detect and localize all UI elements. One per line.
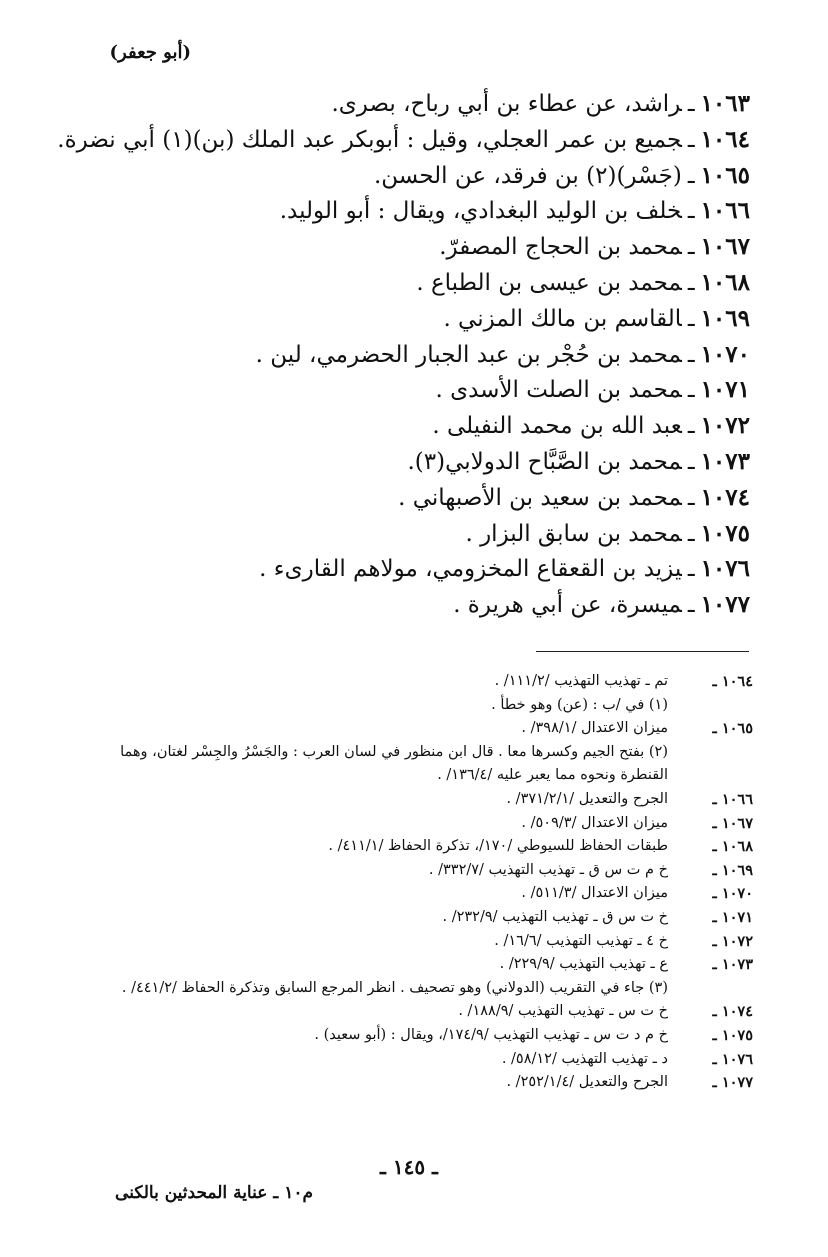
entry-number: ١٠٧٥ bbox=[700, 519, 750, 547]
footnote-text: د ـ تهذيب التهذيب /٥٨/١٢/ . bbox=[501, 1050, 668, 1067]
entry-text: محمد بن الحجاج المصفرّ. bbox=[439, 234, 682, 261]
footnote-text: خ ت س ق ـ تهذيب التهذيب /٢٣٢/٩/ . bbox=[442, 908, 668, 925]
footnote-number: ١٠٧٠ ـ bbox=[712, 885, 753, 903]
entry-number: ١٠٧٢ bbox=[700, 412, 750, 440]
entry-number: ١٠٦٥ bbox=[700, 161, 750, 189]
entry-text: القاسم بن مالك المزني . bbox=[443, 305, 682, 332]
entry-number: ١٠٦٨ bbox=[700, 268, 750, 296]
entry-1071: ١٠٧١ـمحمد بن الصلت الأسدى . bbox=[435, 376, 750, 404]
footnote bbox=[0, 835, 828, 859]
footnote-text: ميزان الاعتدال /٥١١/٣/ . bbox=[521, 885, 668, 902]
footnote-text: خ ت س ـ تهذيب التهذيب /١٨٨/٩/ . bbox=[458, 1003, 668, 1020]
entry-1066: ١٠٦٦ـخلف بن الوليد البغدادي، ويقال : أبو الوليد. bbox=[279, 197, 750, 225]
footnote bbox=[0, 812, 828, 836]
footnote-number: ١٠٦٨ ـ bbox=[712, 838, 753, 856]
footnote-number: ١٠٧٢ ـ bbox=[712, 932, 753, 950]
footnote-text: خ ٤ ـ تهذيب التهذيب /١٦/٦/ . bbox=[494, 932, 668, 949]
entry-1075: ١٠٧٥ـمحمد بن سابق البزار . bbox=[465, 519, 750, 547]
footnote-text: تم ـ تهذيب التهذيب /١١١/٢/ . bbox=[494, 673, 668, 689]
entry-text: محمد بن الصلت الأسدى . bbox=[435, 377, 682, 404]
entry-1065: ١٠٦٥ـ(جَسْر)(٢) بن فرقد، عن الحسن. bbox=[373, 161, 750, 189]
entry-1069: ١٠٦٩ـالقاسم بن مالك المزني . bbox=[443, 304, 750, 332]
entry-text: عبد الله بن محمد النفيلى . bbox=[432, 413, 682, 440]
signature-line: م١٠ ـ عناية المحدثين بالكنى bbox=[115, 1183, 313, 1203]
footnote-number: ١٠٧٦ ـ bbox=[712, 1050, 753, 1068]
footnote-number: ١٠٦٥ ـ bbox=[712, 720, 753, 738]
entry-1077: ١٠٧٧ـميسرة، عن أبي هريرة . bbox=[453, 591, 750, 619]
footnote-number: ١٠٧٧ ـ bbox=[712, 1074, 753, 1092]
footnote-number: ١٠٦٦ ـ bbox=[712, 790, 753, 808]
footnote bbox=[0, 1048, 828, 1072]
footnote-number: ١٠٧٥ ـ bbox=[712, 1026, 753, 1044]
entry-1068: ١٠٦٨ـمحمد بن عيسى بن الطباع . bbox=[416, 268, 750, 296]
entry-1067: ١٠٦٧ـمحمد بن الحجاج المصفرّ. bbox=[439, 233, 750, 261]
entry-number: ١٠٧٤ bbox=[700, 483, 750, 511]
footnote-text: ميزان الاعتدال /٥٠٩/٣/ . bbox=[521, 814, 668, 831]
entry-number: ١٠٧١ bbox=[700, 376, 750, 404]
entry-text: يزيد بن القعقاع المخزومي، مولاهم القارىء . bbox=[259, 556, 682, 583]
footnote-text: خ م ت س ق ـ تهذيب التهذيب /٣٣٢/٧/ . bbox=[428, 861, 668, 878]
entry-1070: ١٠٧٠ـمحمد بن حُجْر بن عبد الجبار الحضرمي، لين . bbox=[255, 340, 750, 368]
footnote bbox=[0, 882, 828, 906]
footnote bbox=[0, 741, 828, 788]
footnote bbox=[0, 694, 828, 718]
entry-1063: ١٠٦٣ـراشد، عن عطاء بن أبي رباح، بصرى. bbox=[331, 90, 750, 117]
entry-text: محمد بن سعيد بن الأصبهاني . bbox=[398, 484, 682, 511]
running-header: (أبو جعفر) bbox=[109, 42, 191, 63]
entry-number: ١٠٦٦ bbox=[700, 197, 750, 225]
footnote bbox=[0, 930, 828, 954]
footnote bbox=[0, 1024, 828, 1048]
footnote-number: ١٠٧٣ ـ bbox=[712, 956, 753, 974]
footnote-number: ١٠٧٤ ـ bbox=[712, 1003, 753, 1021]
entry-number: ١٠٦٧ bbox=[700, 233, 750, 261]
entry-1074: ١٠٧٤ـمحمد بن سعيد بن الأصبهاني . bbox=[398, 483, 750, 511]
footnote bbox=[0, 906, 828, 930]
footnote-text: الجرح والتعديل /٢٥٢/١/٤/ . bbox=[506, 1074, 668, 1091]
entry-number: ١٠٦٩ bbox=[700, 304, 750, 332]
entry-1076: ١٠٧٦ـيزيد بن القعقاع المخزومي، مولاهم القارىء . bbox=[259, 555, 750, 583]
footnote bbox=[0, 788, 828, 812]
page-number: ـ ١٤٥ ـ bbox=[380, 1155, 438, 1179]
footnote bbox=[0, 1071, 828, 1095]
entry-text: محمد بن حُجْر بن عبد الجبار الحضرمي، لين . bbox=[255, 341, 682, 368]
footnote-text: ع ـ تهذيب التهذيب /٢٢٩/٩/ . bbox=[499, 956, 668, 973]
footnote-text: (٢) بفتح الجيم وكسرها معا . قال ابن منظور في لسان العرب : والجَسْرُ والجِسْر لغتان، وهما القنطرة ونحوه مما يعبر عليه /١٣٦/٤/ . bbox=[120, 743, 668, 784]
entry-text: راشد، عن عطاء بن أبي رباح، بصرى. bbox=[331, 91, 682, 117]
entries-list bbox=[50, 86, 750, 623]
footnote-text: ميزان الاعتدال /٣٩٨/١/ . bbox=[521, 720, 668, 737]
entry-text: ميسرة، عن أبي هريرة . bbox=[453, 592, 682, 619]
footnote-separator bbox=[536, 651, 749, 652]
footnote-number: ١٠٦٤ ـ bbox=[712, 673, 753, 690]
entry-number: ١٠٦٤ bbox=[700, 125, 750, 153]
entry-number: ١٠٧٠ bbox=[700, 340, 750, 368]
entry-text: (جَسْر)(٢) بن فرقد، عن الحسن. bbox=[373, 162, 682, 189]
footnotes-list bbox=[0, 670, 828, 1095]
footnote bbox=[0, 977, 828, 1001]
entry-text: جميع بن عمر العجلي، وقيل : أبوبكر عبد الملك (بن)(١) أبي نضرة. bbox=[57, 126, 682, 153]
entry-number: ١٠٧٧ bbox=[700, 591, 750, 619]
entry-text: محمد بن عيسى بن الطباع . bbox=[416, 269, 682, 296]
entry-number: ١٠٧٦ bbox=[700, 555, 750, 583]
footnote bbox=[0, 859, 828, 883]
footnote-text: (٣) جاء في التقريب (الدولاني) وهو تصحيف . انظر المرجع السابق وتذكرة الحفاظ /٤٤١/٢/ . bbox=[121, 979, 668, 996]
entry-1064: ١٠٦٤ـجميع بن عمر العجلي، وقيل : أبوبكر عبد الملك (بن)(١) أبي نضرة. bbox=[57, 125, 750, 153]
footnote bbox=[0, 1000, 828, 1024]
footnote bbox=[0, 953, 828, 977]
entry-number: ١٠٧٣ bbox=[700, 447, 750, 475]
entry-1072: ١٠٧٢ـعبد الله بن محمد النفيلى . bbox=[432, 412, 750, 440]
footnote bbox=[0, 717, 828, 741]
footnote-text: خ م د ت س ـ تهذيب التهذيب /١٧٤/٩/، ويقال : (أبو سعيد) . bbox=[314, 1026, 668, 1043]
footnote-number: ١٠٦٧ ـ bbox=[712, 814, 753, 832]
footnote-number: ١٠٦٩ ـ bbox=[712, 861, 753, 879]
footnote-text: طبقات الحفاظ للسيوطي /١٧٠/، تذكرة الحفاظ /٤١١/١/ . bbox=[328, 838, 668, 855]
footnote-number: ١٠٧١ ـ bbox=[712, 908, 753, 926]
entry-number: ١٠٦٣ bbox=[700, 90, 750, 117]
footnote-text: الجرح والتعديل /٣٧١/٢/١/ . bbox=[506, 790, 668, 807]
entry-text: محمد بن الصَّبَّاح الدولابي(٣). bbox=[407, 448, 682, 475]
entry-text: محمد بن سابق البزار . bbox=[465, 520, 682, 547]
footnote-text: (١) في /ب : (عن) وهو خطأ . bbox=[491, 696, 668, 713]
entry-1073: ١٠٧٣ـمحمد بن الصَّبَّاح الدولابي(٣). bbox=[407, 447, 750, 475]
footnote bbox=[0, 670, 828, 694]
entry-text: خلف بن الوليد البغدادي، ويقال : أبو الوليد. bbox=[279, 198, 682, 225]
